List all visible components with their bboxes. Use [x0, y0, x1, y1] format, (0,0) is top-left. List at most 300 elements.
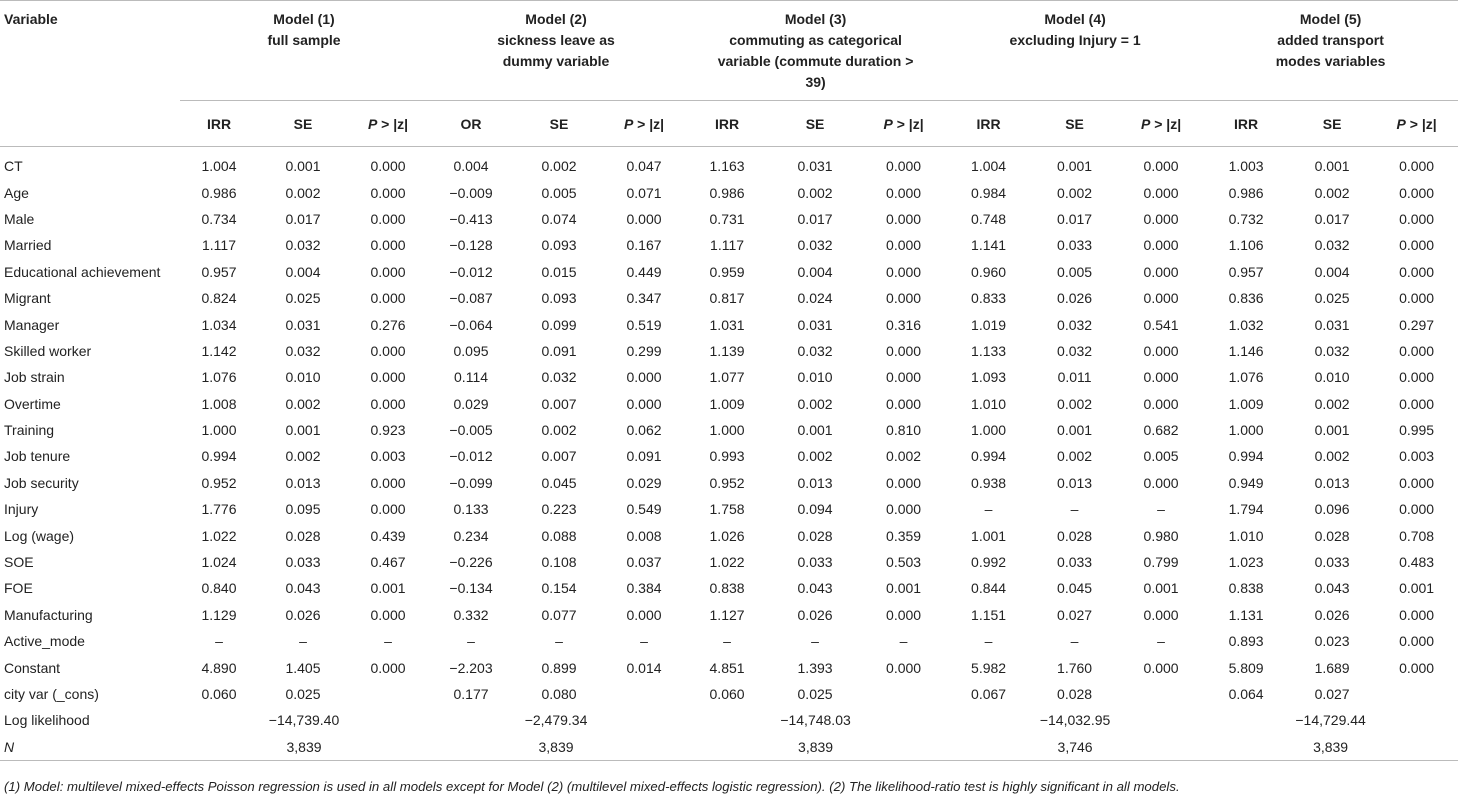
model-subtitle: commuting as categorical: [729, 32, 902, 48]
table-cell: 0.002: [797, 448, 833, 465]
table-cell: 0.047: [626, 158, 662, 175]
table-cell: 1.106: [1228, 237, 1264, 254]
table-cell: 0.017: [1057, 210, 1093, 227]
table-cell: 0.091: [626, 448, 662, 465]
summary-cell: 3,746: [947, 734, 1203, 761]
table-cell: 0.748: [971, 210, 1007, 227]
table-cell: 0.000: [370, 237, 406, 254]
table-cell: –: [811, 633, 819, 650]
table-cell: 0.071: [626, 184, 662, 201]
table-cell: 1.032: [1228, 316, 1264, 333]
table-cell: 0.013: [797, 474, 833, 491]
table-cell: 0.833: [971, 290, 1007, 307]
table-cell: 0.080: [541, 686, 577, 702]
table-cell: −2.203: [449, 659, 493, 676]
model-5-header: [1203, 1, 1458, 101]
table-cell: 0.000: [886, 501, 922, 518]
table-cell: 0.001: [1399, 580, 1435, 597]
table-cell: 1.000: [709, 422, 745, 439]
table-cell: 5.982: [971, 659, 1007, 676]
table-cell: 0.467: [370, 554, 406, 571]
model-subtitle: 39): [805, 74, 826, 90]
table-cell: 0.025: [1314, 290, 1350, 307]
table-cell: 0.028: [797, 527, 833, 544]
table-cell: 0.004: [797, 263, 833, 280]
table-cell: 0.043: [797, 580, 833, 597]
table-cell: 0.000: [886, 290, 922, 307]
table-cell: 0.297: [1399, 316, 1435, 333]
table-cell: 1.009: [1228, 395, 1264, 412]
table-cell: 0.002: [797, 184, 833, 201]
table-cell: 0.893: [1228, 633, 1264, 650]
row-label: Job strain: [4, 369, 65, 386]
table-cell: 0.980: [1143, 527, 1179, 544]
table-cell: 0.986: [1228, 184, 1264, 201]
table-cell: 0.007: [541, 448, 577, 465]
table-cell: 0.029: [626, 474, 662, 491]
table-cell: 0.549: [626, 501, 662, 518]
column-header: P > |z|: [860, 101, 947, 147]
table-cell: 0.000: [1143, 606, 1179, 623]
variable-column-header: Variable: [4, 11, 58, 27]
table-cell: 0.952: [709, 474, 745, 491]
row-label: Age: [4, 184, 29, 201]
table-cell: 0.000: [370, 263, 406, 280]
table-cell: 0.099: [541, 316, 577, 333]
table-cell: 0.014: [626, 659, 662, 676]
table-cell: 0.108: [541, 554, 577, 571]
table-cell: –: [723, 633, 731, 650]
table-cell: 1.131: [1228, 606, 1264, 623]
row-label: Migrant: [4, 290, 51, 307]
table-cell: 0.000: [886, 606, 922, 623]
model-title: Model (2): [525, 11, 587, 27]
row-label: Job tenure: [4, 448, 71, 465]
table-cell: 0.000: [370, 210, 406, 227]
table-cell: −0.009: [449, 184, 493, 201]
summary-cell: −2,479.34: [524, 712, 588, 729]
table-cell: 0.026: [285, 606, 321, 623]
table-cell: 0.957: [1228, 263, 1264, 280]
table-cell: 0.938: [971, 474, 1007, 491]
table-cell: 0.002: [285, 395, 321, 412]
table-row: [0, 681, 1458, 707]
table-cell: 0.017: [1314, 210, 1350, 227]
table-row: [0, 549, 1458, 575]
table-cell: 0.031: [1314, 316, 1350, 333]
table-cell: 0.003: [1399, 448, 1435, 465]
table-cell: 0.000: [370, 474, 406, 491]
table-cell: 0.010: [285, 369, 321, 386]
table-cell: 0.032: [285, 237, 321, 254]
table-cell: 0.026: [1314, 606, 1350, 623]
table-cell: 0.025: [285, 686, 321, 702]
table-cell: 0.032: [1057, 342, 1093, 359]
summary-cell: 3,839: [684, 734, 947, 761]
model-3-header: [684, 1, 947, 101]
column-header: OR: [428, 101, 514, 147]
table-cell: 0.000: [626, 369, 662, 386]
table-cell: 0.000: [1143, 158, 1179, 175]
row-label: Overtime: [4, 395, 61, 412]
table-cell: 1.141: [971, 237, 1007, 254]
model-subtitle: modes variables: [1275, 53, 1386, 69]
table-cell: 0.449: [626, 263, 662, 280]
column-header: SE: [770, 101, 860, 147]
table-cell: 0.114: [454, 369, 489, 386]
table-cell: 0.002: [285, 448, 321, 465]
summary-cell: 3,839: [428, 734, 684, 761]
table-cell: 0.067: [971, 686, 1007, 702]
table-cell: 0.000: [370, 342, 406, 359]
table-cell: 0.000: [1399, 290, 1435, 307]
table-row: [0, 391, 1458, 417]
table-cell: 0.000: [1399, 369, 1435, 386]
table-cell: 0.000: [886, 263, 922, 280]
table-cell: 0.060: [709, 686, 745, 702]
table-cell: 0.000: [1399, 659, 1435, 676]
table-cell: –: [555, 633, 563, 650]
table-cell: 0.001: [1057, 422, 1093, 439]
table-cell: 0.096: [1314, 501, 1350, 518]
table-cell: 0.708: [1399, 527, 1435, 544]
table-cell: 0.007: [541, 395, 577, 412]
table-cell: 1.026: [709, 527, 745, 544]
table-cell: 1.689: [1314, 659, 1350, 676]
table-cell: 0.001: [1314, 422, 1350, 439]
table-cell: 0.732: [1228, 210, 1264, 227]
table-cell: 0.541: [1143, 316, 1179, 333]
table-cell: −0.087: [449, 290, 493, 307]
table-cell: 1.076: [1228, 369, 1264, 386]
model-subtitle: sickness leave as: [497, 32, 615, 48]
row-label: Educational achievement: [4, 263, 161, 280]
table-cell: 0.384: [626, 580, 662, 597]
table-cell: 4.851: [709, 659, 745, 676]
model-title: Model (1): [273, 11, 335, 27]
table-cell: 0.838: [1228, 580, 1264, 597]
table-cell: 0.027: [1314, 686, 1350, 702]
table-cell: 0.028: [1057, 527, 1093, 544]
table-cell: 0.167: [626, 237, 662, 254]
table-cell: −0.128: [449, 237, 493, 254]
column-header: SE: [258, 101, 348, 147]
table-cell: 1.031: [709, 316, 745, 333]
table-cell: 0.002: [1314, 448, 1350, 465]
table-row: [0, 259, 1458, 285]
table-cell: 1.010: [1228, 527, 1264, 544]
table-cell: 0.002: [1057, 448, 1093, 465]
table-row: [0, 232, 1458, 258]
table-cell: 0.154: [541, 580, 577, 597]
table-cell: 1.142: [201, 342, 237, 359]
table-cell: 0.959: [709, 263, 745, 280]
table-cell: 0.682: [1143, 422, 1179, 439]
table-cell: 1.022: [709, 554, 745, 571]
table-cell: 0.000: [1143, 474, 1179, 491]
table-cell: 0.033: [797, 554, 833, 571]
table-cell: 0.000: [626, 210, 662, 227]
table-cell: −0.134: [449, 580, 493, 597]
row-label: Injury: [4, 501, 39, 518]
table-cell: 0.960: [971, 263, 1007, 280]
row-label: CT: [4, 158, 23, 175]
table-row: [0, 443, 1458, 469]
table-cell: 0.002: [1314, 395, 1350, 412]
table-cell: 0.002: [1057, 184, 1093, 201]
table-cell: 0.024: [797, 290, 833, 307]
table-cell: 0.062: [626, 422, 662, 439]
column-header: P > |z|: [1119, 101, 1203, 147]
table-cell: −0.064: [449, 316, 493, 333]
table-cell: 0.000: [1143, 290, 1179, 307]
table-cell: 0.838: [709, 580, 745, 597]
table-cell: 0.032: [1314, 237, 1350, 254]
table-cell: −0.413: [449, 210, 493, 227]
table-cell: 0.013: [285, 474, 321, 491]
table-cell: 0.000: [1399, 184, 1435, 201]
summary-cell: −14,748.03: [780, 712, 851, 729]
table-row: [0, 417, 1458, 443]
table-cell: 0.002: [541, 158, 577, 175]
table-cell: 0.027: [1057, 606, 1093, 623]
table-cell: 0.949: [1228, 474, 1264, 491]
table-cell: 0.001: [797, 422, 833, 439]
model-title: Model (3): [784, 11, 847, 27]
table-cell: 1.129: [201, 606, 237, 623]
table-cell: 1.000: [1228, 422, 1264, 439]
row-label: Manager: [4, 316, 60, 333]
table-cell: 1.009: [709, 395, 745, 412]
table-cell: 0.993: [709, 448, 745, 465]
column-header-row: [0, 101, 1458, 147]
table-cell: 0.032: [797, 237, 833, 254]
row-label: Training: [4, 422, 55, 439]
table-cell: 1.000: [971, 422, 1007, 439]
row-label: Job security: [4, 474, 79, 491]
table-cell: 1.794: [1228, 501, 1264, 518]
table-cell: 0.032: [285, 342, 321, 359]
row-label: Male: [4, 210, 35, 227]
table-cell: 1.117: [710, 237, 745, 254]
table-cell: 0.013: [1057, 474, 1093, 491]
table-cell: –: [299, 633, 307, 650]
table-cell: 0.276: [370, 316, 406, 333]
row-label: SOE: [4, 554, 34, 571]
table-cell: 4.890: [201, 659, 237, 676]
table-cell: [1375, 681, 1458, 707]
table-cell: 0.028: [1057, 686, 1093, 702]
table-cell: 0.005: [541, 184, 577, 201]
table-cell: 0.074: [541, 210, 577, 227]
table-cell: 0.734: [201, 210, 237, 227]
model-subtitle: variable (commute duration >: [717, 53, 914, 69]
table-cell: 0.000: [1399, 633, 1435, 650]
table-row: [0, 364, 1458, 390]
table-cell: 0.000: [1143, 237, 1179, 254]
table-cell: 0.091: [541, 342, 577, 359]
summary-row: [0, 734, 1458, 761]
table-row: [0, 179, 1458, 205]
table-cell: −0.012: [449, 263, 493, 280]
table-cell: 0.952: [201, 474, 237, 491]
table-cell: 0.000: [886, 395, 922, 412]
table-cell: 0.133: [453, 501, 489, 518]
table-cell: 0.000: [370, 184, 406, 201]
table-cell: 0.000: [626, 395, 662, 412]
table-cell: 1.004: [201, 158, 237, 175]
model-subtitle: dummy variable: [502, 53, 610, 69]
row-label: Log likelihood: [4, 712, 90, 729]
table-cell: 0.001: [370, 580, 406, 597]
table-cell: 0.031: [797, 316, 833, 333]
table-body: [0, 147, 1458, 761]
table-cell: 1.405: [285, 659, 321, 676]
table-cell: 0.000: [1143, 342, 1179, 359]
table-cell: 0.025: [285, 290, 321, 307]
table-cell: 0.316: [886, 316, 922, 333]
table-cell: –: [467, 633, 475, 650]
table-cell: 0.984: [971, 184, 1007, 201]
table-cell: –: [1070, 633, 1079, 650]
table-cell: 0.986: [201, 184, 237, 201]
table-cell: 0.032: [797, 342, 833, 359]
summary-row: [0, 707, 1458, 733]
table-cell: 0.032: [1314, 342, 1350, 359]
table-cell: 0.799: [1143, 554, 1179, 571]
table-cell: 0.810: [886, 422, 922, 439]
row-label: city var (_cons): [4, 686, 99, 702]
table-cell: 0.002: [797, 395, 833, 412]
table-cell: 0.000: [1143, 395, 1179, 412]
table-cell: 0.000: [886, 369, 922, 386]
table-cell: 1.758: [709, 501, 745, 518]
table-cell: 1.117: [202, 237, 236, 254]
table-cell: 0.031: [797, 158, 833, 175]
table-cell: –: [984, 501, 993, 518]
table-cell: 1.008: [201, 395, 237, 412]
model-subtitle: full sample: [267, 32, 341, 48]
table-cell: 0.840: [201, 580, 237, 597]
table-row: [0, 602, 1458, 628]
model-title: Model (4): [1044, 11, 1106, 27]
table-cell: 0.000: [1399, 474, 1435, 491]
table-cell: 0.519: [626, 316, 662, 333]
table-cell: 0.045: [1057, 580, 1093, 597]
column-header: P > |z|: [604, 101, 684, 147]
column-header: IRR: [947, 101, 1030, 147]
table-cell: 0.000: [370, 369, 406, 386]
table-cell: 0.001: [1143, 580, 1179, 597]
table-cell: 0.000: [886, 659, 922, 676]
table-cell: 0.000: [1399, 606, 1435, 623]
table-cell: −0.099: [449, 474, 493, 491]
table-row: [0, 206, 1458, 232]
table-cell: 0.026: [797, 606, 833, 623]
table-cell: 1.776: [201, 501, 237, 518]
table-cell: 0.994: [971, 448, 1007, 465]
table-cell: 0.234: [453, 527, 489, 544]
table-cell: 0.995: [1399, 422, 1435, 439]
table-cell: 0.177: [453, 686, 489, 702]
table-cell: 0.439: [370, 527, 406, 544]
table-cell: 0.032: [1057, 316, 1093, 333]
table-cell: 5.809: [1228, 659, 1264, 676]
summary-cell: −14,739.40: [268, 712, 340, 729]
table-cell: 0.064: [1228, 686, 1264, 702]
table-cell: 0.923: [370, 422, 406, 439]
table-cell: 0.093: [541, 237, 577, 254]
table-cell: –: [899, 633, 908, 650]
column-header: P > |z|: [348, 101, 428, 147]
table-row: [0, 285, 1458, 311]
table-cell: 0.094: [797, 501, 833, 518]
table-cell: 1.010: [971, 395, 1007, 412]
table-cell: 0.001: [886, 580, 922, 597]
table-cell: [348, 681, 428, 707]
table-cell: 1.139: [709, 342, 745, 359]
table-cell: 0.000: [1399, 158, 1435, 175]
model-subtitle: added transport: [1277, 32, 1384, 48]
table-cell: 0.836: [1228, 290, 1264, 307]
table-cell: 1.023: [1228, 554, 1264, 571]
model-1-header: [180, 1, 428, 101]
table-cell: [1119, 681, 1203, 707]
table-row: [0, 654, 1458, 680]
table-cell: 0.223: [541, 501, 577, 518]
table-cell: –: [984, 633, 993, 650]
table-cell: −0.226: [449, 554, 493, 571]
table-cell: 0.005: [1057, 263, 1093, 280]
table-cell: 0.000: [1399, 342, 1435, 359]
table-cell: 0.017: [285, 210, 321, 227]
table-row: [0, 311, 1458, 337]
table-cell: 1.034: [201, 316, 237, 333]
table-cell: 0.011: [1057, 369, 1092, 386]
table-cell: 0.992: [971, 554, 1007, 571]
table-cell: 1.001: [971, 527, 1007, 544]
table-cell: 0.000: [370, 606, 406, 623]
table-cell: 1.093: [971, 369, 1007, 386]
table-cell: 0.844: [971, 580, 1007, 597]
table-row: [0, 496, 1458, 522]
table-cell: 0.032: [541, 369, 577, 386]
table-cell: –: [1157, 633, 1165, 650]
table-cell: 0.503: [886, 554, 922, 571]
summary-cell: −14,729.44: [1295, 712, 1366, 729]
row-label: Skilled worker: [4, 342, 92, 359]
table-cell: 0.001: [1314, 158, 1350, 175]
table-cell: 0.000: [886, 210, 922, 227]
column-header: SE: [1289, 101, 1375, 147]
table-cell: 0.015: [541, 263, 577, 280]
table-cell: [604, 681, 684, 707]
table-cell: 0.899: [541, 659, 577, 676]
column-header: P > |z|: [1375, 101, 1458, 147]
table-cell: 0.000: [886, 237, 922, 254]
table-cell: 0.002: [1314, 184, 1350, 201]
table-cell: 0.000: [886, 158, 922, 175]
table-cell: 0.986: [709, 184, 745, 201]
table-cell: 0.000: [886, 342, 922, 359]
table-cell: 0.028: [285, 527, 321, 544]
column-header: SE: [1030, 101, 1119, 147]
table-cell: –: [1157, 501, 1165, 518]
table-cell: 0.483: [1399, 554, 1435, 571]
table-cell: 0.013: [1314, 474, 1350, 491]
table-cell: 1.076: [201, 369, 237, 386]
row-label: FOE: [4, 580, 33, 597]
